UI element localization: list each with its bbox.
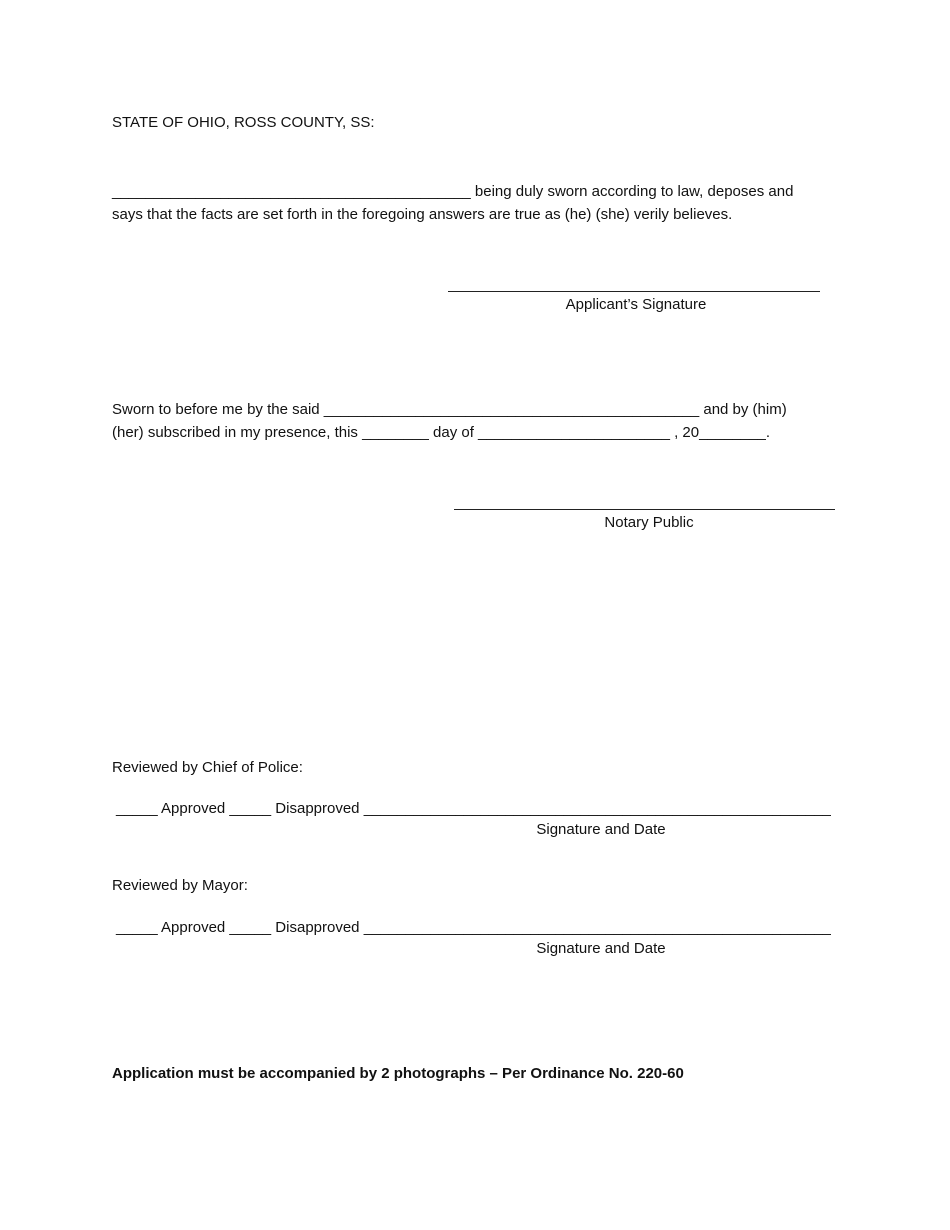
notary-signature-line bbox=[454, 509, 835, 510]
photograph-requirement-notice: Application must be accompanied by 2 photographs – Per Ordinance No. 220-60 bbox=[112, 1065, 684, 1082]
mayor-approval-line: _____ Approved _____ Disapproved ________________________________________________________ bbox=[116, 919, 831, 936]
police-approval-line: _____ Approved _____ Disapproved ________________________________________________________ bbox=[116, 800, 831, 817]
police-signature-caption: Signature and Date bbox=[536, 821, 666, 838]
notary-caption: Notary Public bbox=[604, 514, 694, 531]
mayor-review-heading: Reviewed by Mayor: bbox=[112, 877, 248, 894]
oath-line-1: ___________________________________________ being duly sworn according to law, deposes and bbox=[112, 183, 794, 200]
venue-heading: STATE OF OHIO, ROSS COUNTY, SS: bbox=[112, 114, 375, 131]
sworn-line-1: Sworn to before me by the said _____________________________________________ and by (him) bbox=[112, 401, 787, 418]
sworn-line-2: (her) subscribed in my presence, this ________ day of _______________________ , 20________. bbox=[112, 424, 771, 441]
mayor-signature-caption: Signature and Date bbox=[536, 940, 666, 957]
applicant-signature-line bbox=[448, 291, 820, 292]
police-review-heading: Reviewed by Chief of Police: bbox=[112, 759, 303, 776]
oath-line-2: says that the facts are set forth in the foregoing answers are true as (he) (she) verily believes. bbox=[112, 206, 733, 223]
applicant-signature-caption: Applicant’s Signature bbox=[565, 296, 707, 313]
